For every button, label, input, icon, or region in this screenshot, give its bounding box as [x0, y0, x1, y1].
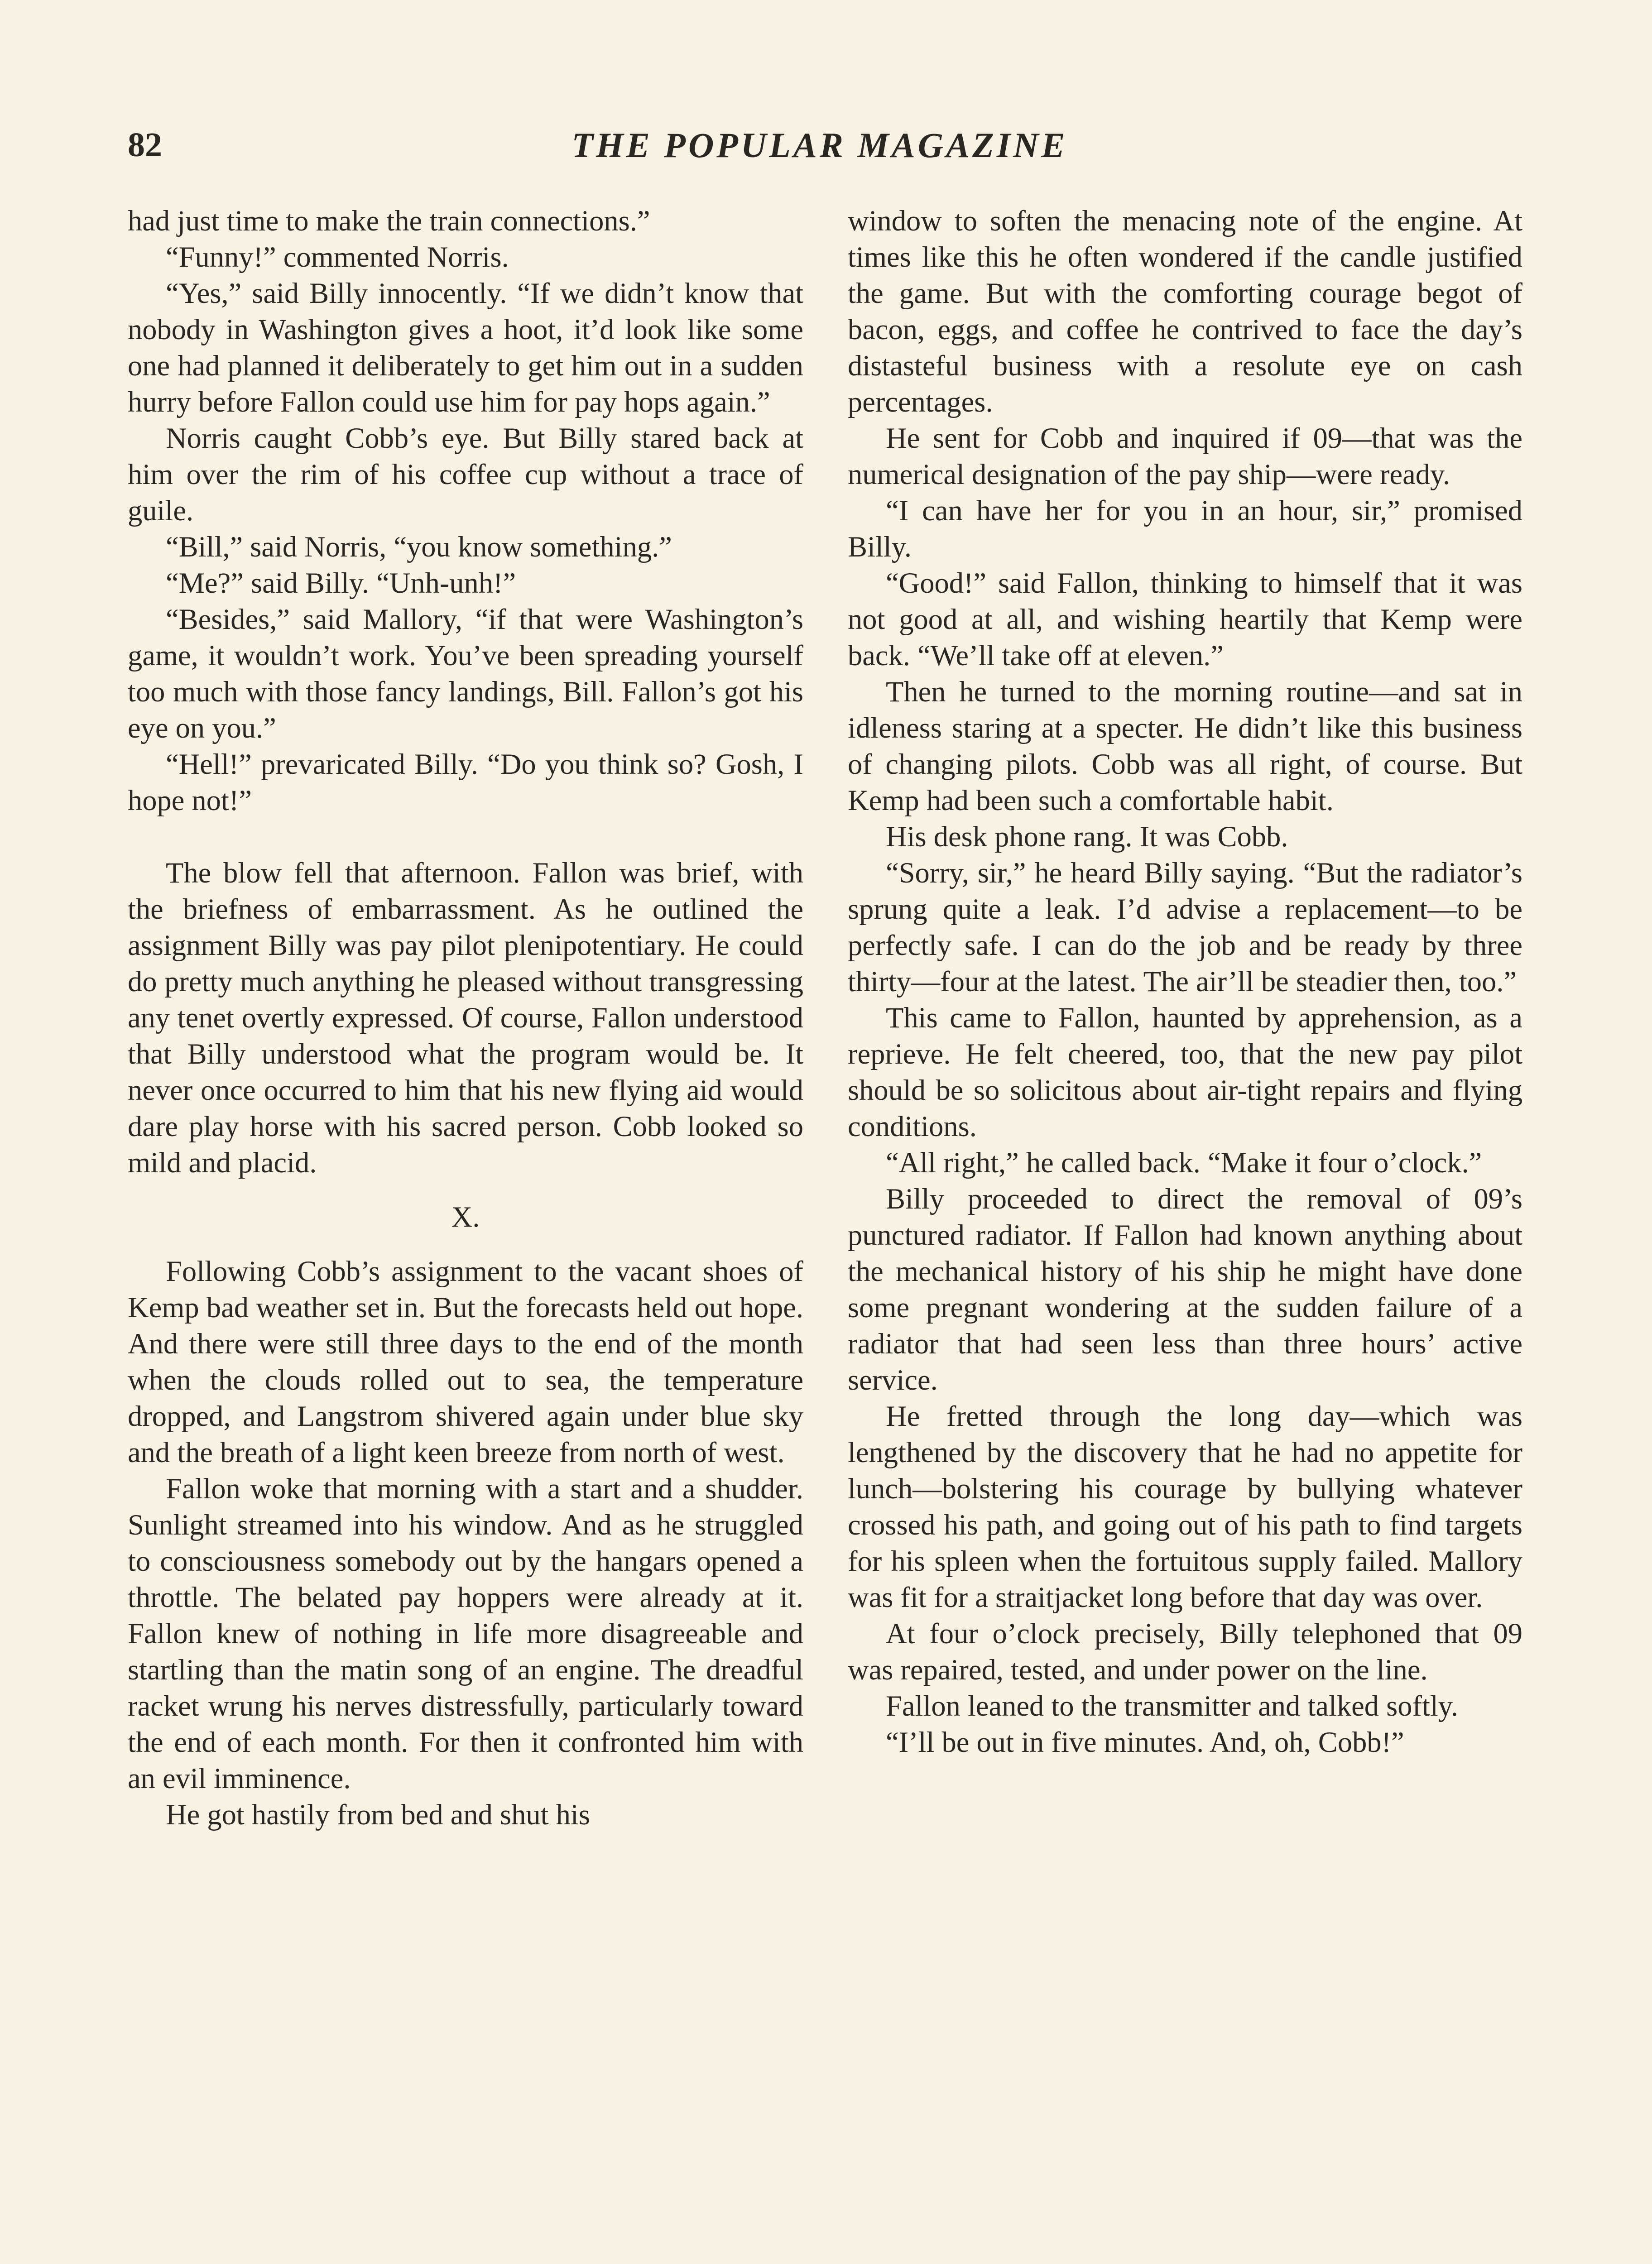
paragraph: He got hastily from bed and shut his — [166, 1799, 590, 1831]
paragraph: Following Cobb’s assignment to the vacant shoes of Kemp bad weather set in. But the forecasts held out hope. And there were still three days to the end of the month when the clouds rolled out to sea, the temperature dropped, and Langstrom shivered again under blue sky and the breath of a light keen breeze from north of west. — [128, 1255, 803, 1468]
paragraph: He sent for Cobb and inquired if 09—that was the numerical designation of the pay ship—were ready. — [848, 422, 1522, 490]
paragraph: This came to Fallon, haunted by apprehension, as a reprieve. He felt cheered, too, that the new pay pilot should be so solicitous about air-tight repairs and flying conditions. — [848, 1002, 1522, 1142]
paragraph: “Sorry, sir,” he heard Billy saying. “But the radiator’s sprung quite a leak. I’d advise a replacement—to be perfectly safe. I can do the job and be ready by three thirty—four at the latest. The air’ll be steadier then, too.” — [848, 857, 1522, 998]
paragraph: At four o’clock precisely, Billy telephoned that 09 was repaired, tested, and under power on the line. — [848, 1617, 1522, 1686]
paragraph: “I can have her for you in an hour, sir,” promised Billy. — [848, 494, 1522, 563]
paragraph: He fretted through the long day—which was lengthened by the discovery that he had no appetite for lunch—bolstering his courage by bullying whatever crossed his path, and going out of his path to find targets for his spleen when the fortuitous supply failed. Mallory was fit for a straitjacket long before that day was over. — [848, 1400, 1522, 1613]
paragraph: Fallon leaned to the transmitter and talked softly. — [886, 1690, 1458, 1722]
paragraph: “Bill,” said Norris, “you know something.” — [166, 531, 672, 563]
section-heading: X. — [451, 1201, 480, 1233]
paragraph: The blow fell that afternoon. Fallon was brief, with the briefness of embarrassment. As he outlined the assignment Billy was pay pilot plenipotentiary. He could do pretty much anything he pleased without transgressing any tenet overtly expressed. Of course, Fallon understood that Billy understood what the program would be. It never once occurred to him that his new flying aid would dare play horse with his sacred person. Cobb looked so mild and placid. — [128, 857, 803, 1179]
paragraph: had just time to make the train connections.” — [128, 205, 650, 237]
paragraph: Then he turned to the morning routine—and sat in idleness staring at a specter. He didn’t like this business of changing pilots. Cobb was all right, of course. But Kemp had been such a comfortable habit. — [848, 676, 1522, 816]
paragraph: window to soften the menacing note of the engine. At times like this he often wondered if the candle justified the game. But with the comforting courage begot of bacon, eggs, and coffee he contrived to face the day’s distasteful business with a resolute eye on cash percentages. — [848, 205, 1522, 418]
paragraph: Norris caught Cobb’s eye. But Billy stared back at him over the rim of his coffee cup without a trace of guile. — [128, 422, 803, 527]
paragraph: “I’ll be out in five minutes. And, oh, Cobb!” — [886, 1726, 1404, 1758]
page-number: 82 — [128, 126, 162, 164]
paragraph: “All right,” he called back. “Make it four o’clock.” — [886, 1146, 1482, 1179]
paragraph: “Yes,” said Billy innocently. “If we didn’t know that nobody in Washington gives a hoot, it’d look like some one had planned it deliberately to get him out in a sudden hurry before Fallon could use him for pay hops again.” — [128, 277, 803, 418]
left-column — [128, 203, 803, 1833]
paragraph: His desk phone rang. It was Cobb. — [886, 820, 1288, 853]
paragraph: Billy proceeded to direct the removal of 09’s punctured radiator. If Fallon had known anything about the mechanical history of his ship he might have done some pregnant wondering at the sudden failure of a radiator that had seen less than three hours’ active service. — [848, 1183, 1522, 1396]
paragraph: “Funny!” commented Norris. — [166, 241, 509, 273]
paragraph: “Me?” said Billy. “Unh-unh!” — [166, 567, 516, 599]
running-title: THE POPULAR MAGAZINE — [571, 125, 1068, 165]
paragraph: “Besides,” said Mallory, “if that were Washington’s game, it wouldn’t work. You’ve been spreading yourself too much with those fancy landings, Bill. Fallon’s got his eye on you.” — [128, 603, 803, 744]
paragraph: “Hell!” prevaricated Billy. “Do you think so? Gosh, I hope not!” — [128, 748, 803, 816]
paragraph: “Good!” said Fallon, thinking to himself that it was not good at all, and wishing heartily that Kemp were back. “We’ll take off at eleven.” — [848, 567, 1522, 672]
right-column — [848, 203, 1522, 1760]
paragraph-gap — [128, 819, 803, 855]
paragraph: Fallon woke that morning with a start and a shudder. Sunlight streamed into his window. And as he struggled to consciousness somebody out by the hangars opened a throttle. The belated pay hoppers were already at it. Fallon knew of nothing in life more disagreeable and startling than the matin song of an engine. The dreadful racket wrung his nerves distressfully, particularly toward the end of each month. For then it confronted him with an evil imminence. — [128, 1473, 803, 1794]
